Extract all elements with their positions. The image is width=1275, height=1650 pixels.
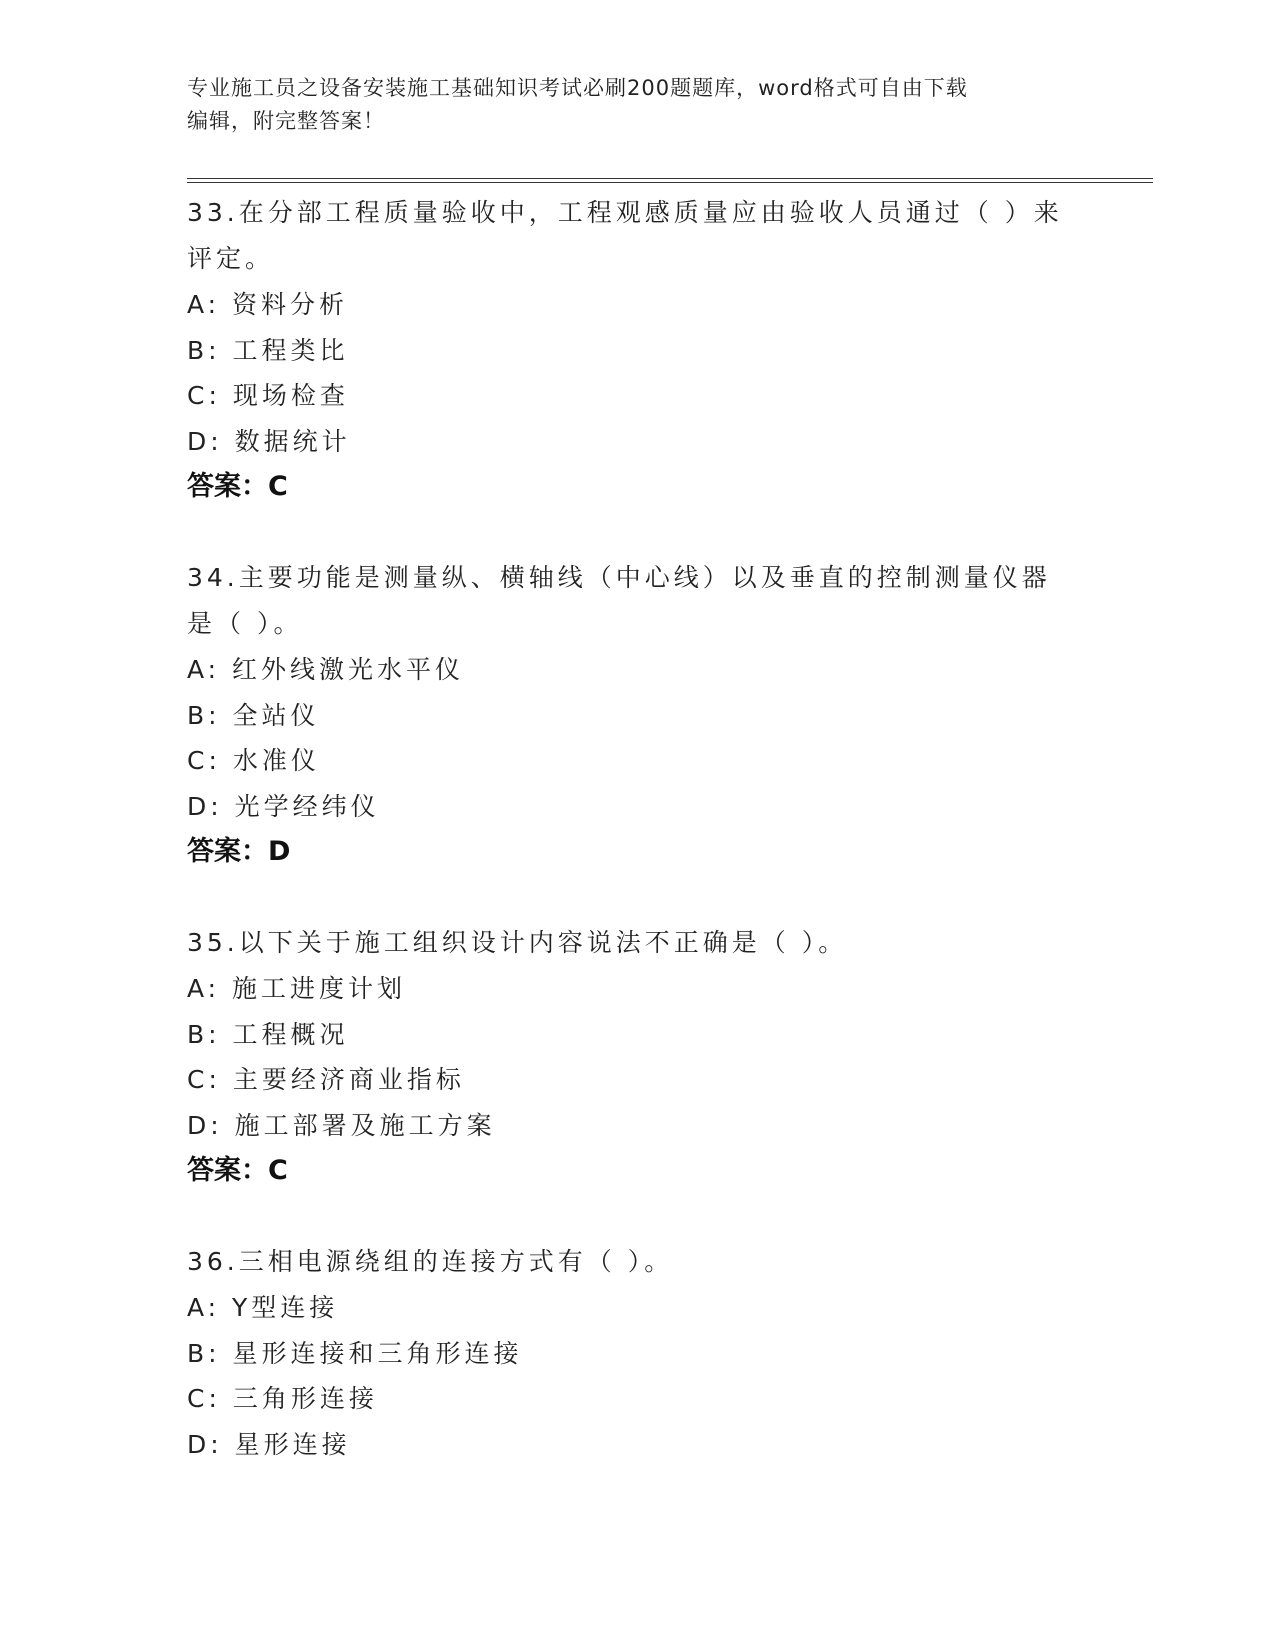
question-list xyxy=(187,190,1077,1512)
answer-label: 答案：D xyxy=(187,836,291,867)
option-a: A: 资料分析 xyxy=(187,290,349,319)
option-c: C: 三角形连接 xyxy=(187,1384,378,1413)
header-line-2: 编辑，附完整答案！ xyxy=(187,109,385,133)
question-35 xyxy=(187,920,1077,1194)
option-b: B: 工程类比 xyxy=(187,335,349,365)
option-a: A: Y型连接 xyxy=(187,1293,339,1322)
question-33 xyxy=(187,190,1077,510)
option-b: B: 全站仪 xyxy=(187,700,320,730)
option-d: D: 施工部署及施工方案 xyxy=(187,1110,496,1140)
document-header xyxy=(187,72,1067,138)
option-b: B: 工程概况 xyxy=(187,1019,349,1049)
option-d: D: 数据统计 xyxy=(187,426,351,456)
option-c: C: 现场检查 xyxy=(187,381,349,410)
question-34 xyxy=(187,555,1077,875)
header-divider xyxy=(187,178,1153,183)
question-36 xyxy=(187,1239,1077,1467)
header-line-1: 专业施工员之设备安装施工基础知识考试必刷200题题库，word格式可自由下载 xyxy=(187,76,968,100)
question-stem: 34.主要功能是测量纵、横轴线（中心线）以及垂直的控制测量仪器是（ ）。 xyxy=(187,563,1051,638)
option-a: A: 红外线激光水平仪 xyxy=(187,655,465,684)
question-stem: 33.在分部工程质量验收中，工程观感质量应由验收人员通过（ ）来评定。 xyxy=(187,198,1063,273)
answer-label: 答案：C xyxy=(187,471,288,502)
question-stem: 35.以下关于施工组织设计内容说法不正确是（ ）。 xyxy=(187,928,848,957)
option-b: B: 星形连接和三角形连接 xyxy=(187,1338,523,1368)
option-c: C: 主要经济商业指标 xyxy=(187,1065,465,1094)
option-a: A: 施工进度计划 xyxy=(187,974,407,1003)
question-stem: 36.三相电源绕组的连接方式有（ ）。 xyxy=(187,1247,674,1276)
answer-label: 答案：C xyxy=(187,1155,288,1186)
option-d: D: 星形连接 xyxy=(187,1429,351,1459)
option-c: C: 水准仪 xyxy=(187,746,320,775)
option-d: D: 光学经纬仪 xyxy=(187,791,380,821)
